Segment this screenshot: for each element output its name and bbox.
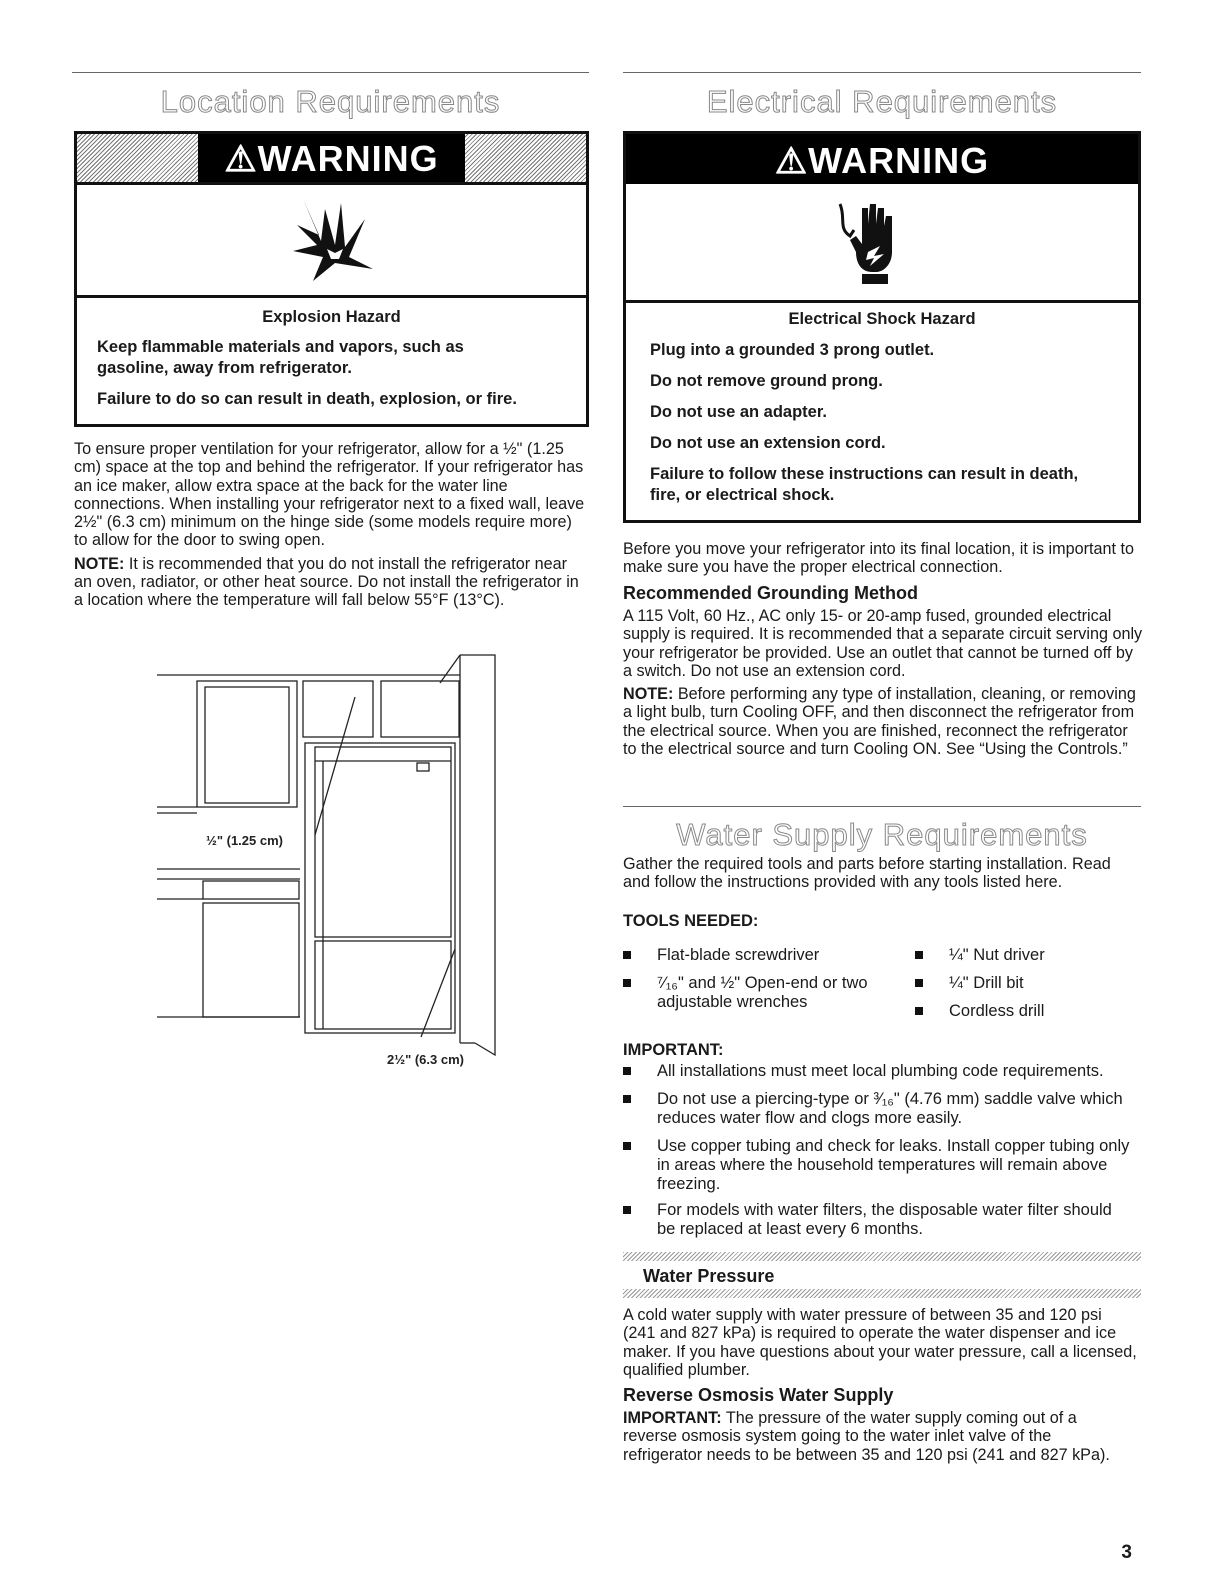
electrical-intro-paragraph: Before you move your refrigerator into its final location, it is important to make sure you have the proper electrical connection.	[623, 540, 1135, 577]
warning-triangle-icon: ⚠	[224, 138, 258, 179]
reverse-osmosis-paragraph: IMPORTANT: The pressure of the water supply coming out of a reverse osmosis system going to the water inlet valve of the refrigerator needs to be between 35 and 120 psi (241 and 827 kPa).	[623, 1409, 1110, 1464]
warning-line: Do not remove ground prong.	[650, 372, 883, 390]
water-pressure-paragraph: A cold water supply with water pressure of between 35 and 120 psi (241 and 827 kPa) is required to operate the water dispenser and ice maker. If you have questions about your water pressure, call a licensed, qualified plumber.	[623, 1306, 1137, 1379]
shock-symbol-area	[626, 184, 1138, 303]
warning-line: Failure to do so can result in death, explosion, or fire.	[97, 390, 517, 408]
grounding-method-heading: Recommended Grounding Method	[623, 583, 918, 603]
water-section-rule	[623, 806, 1141, 807]
warning-line: Failure to follow these instructions can result in death,	[650, 465, 1079, 483]
left-top-rule	[72, 72, 589, 73]
electrical-hazard-title: Electrical Shock Hazard	[788, 310, 976, 328]
top-clearance-label: ½" (1.25 cm)	[206, 833, 283, 848]
ventilation-paragraph: To ensure proper ventilation for your refrigerator, allow for a ½" (1.25 cm) space at the top and behind the refrigerator. If your refrigerator has an ice maker, allow extra space at the back for the water line connections. When installing your refrigerator next to a fixed wall, leave 2½" (6.3 cm) minimum on the hinge side (some models require more) to allow for the door to swing open. NOTE: It is recommended that you do not install the refrigerator near an oven, radiator, or other heat source. Do not install the refrigerator in a location where the temperature will fall below 55°F (13°C).	[74, 440, 589, 615]
electrical-shock-icon	[832, 194, 912, 294]
water-supply-title: Water Supply Requirements	[676, 817, 1088, 852]
warning-triangle-icon: ⚠	[774, 140, 809, 181]
warning-line: Plug into a grounded 3 prong outlet.	[650, 341, 935, 359]
important-heading: IMPORTANT:	[623, 1041, 724, 1059]
reverse-osmosis-heading: Reverse Osmosis Water Supply	[623, 1385, 894, 1405]
water-pressure-heading: Water Pressure	[643, 1266, 775, 1286]
tools-needed-heading: TOOLS NEEDED:	[623, 912, 759, 930]
side-clearance-label: 2½" (6.3 cm)	[387, 1052, 464, 1067]
right-top-rule	[623, 72, 1141, 73]
warning-header: ⚠WARNING	[77, 134, 586, 182]
warning-line: gasoline, away from refrigerator.	[97, 359, 352, 377]
explosion-symbol-area	[77, 182, 586, 298]
warning-line: Do not use an extension cord.	[650, 434, 886, 452]
explosion-icon	[283, 189, 383, 289]
water-intro-paragraph: Gather the required tools and parts before starting installation. Read and follow the instructions provided with any tools listed here.	[623, 855, 1111, 892]
explosion-warning-box	[74, 131, 589, 427]
warning-line: Do not use an adapter.	[650, 403, 827, 421]
pressure-band-bottom	[623, 1289, 1141, 1298]
electrical-warning-box	[623, 131, 1141, 523]
location-note: NOTE: It is recommended that you do not install the refrigerator near an oven, radiator, or other heat source. Do not install the refrigerator in a location where the temperature will fall below 55°F (13°C).	[74, 554, 579, 610]
warning-header: ⚠WARNING	[626, 134, 1138, 184]
warning-line: fire, or electrical shock.	[650, 486, 835, 504]
refrigerator-clearance-diagram	[155, 645, 515, 1065]
pressure-band-top	[623, 1252, 1141, 1261]
warning-line: Keep flammable materials and vapors, such as	[97, 338, 464, 356]
grounding-paragraph: A 115 Volt, 60 Hz., AC only 15- or 20-amp fused, grounded electrical supply is required. It is recommended that a separate circuit serving only your refrigerator be provided. Use an outlet that cannot be turned off by a switch. Do not use an extension cord. NOTE: Before performing any type of installation, cleaning, or removing a light bulb, turn Cooling OFF, and then disconnect the refrigerator from the electrical source. When you are finished, reconnect the refrigerator to the electrical source and turn Cooling ON. See “Using the Controls.”	[623, 607, 1143, 759]
electrical-note: NOTE: Before performing any type of installation, cleaning, or removing a light bulb, turn Cooling OFF, and then disconnect the refrigerator from the electrical source. When you are finished, reconnect the refrigerator to the electrical source and turn Cooling ON. See “Using the Controls.”	[623, 685, 1136, 759]
explosion-hazard-title: Explosion Hazard	[262, 308, 401, 326]
location-requirements-title: Location Requirements	[160, 84, 501, 119]
page-number: 3	[1121, 1542, 1132, 1563]
electrical-requirements-title: Electrical Requirements	[706, 84, 1058, 119]
